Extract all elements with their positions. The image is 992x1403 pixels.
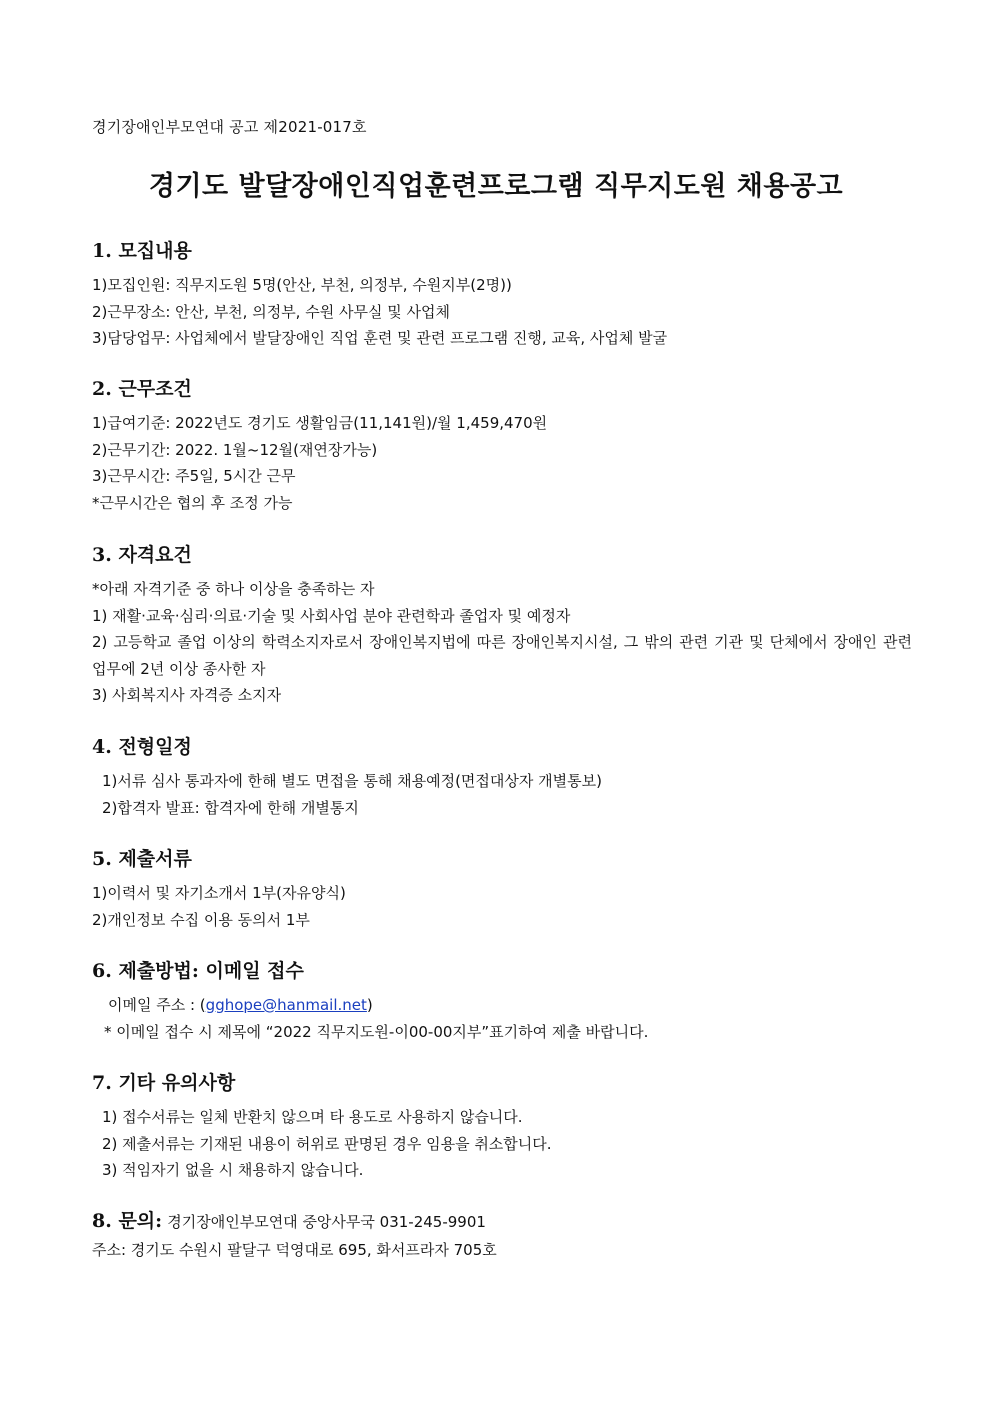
section-heading: 6. 제출방법: 이메일 접수 xyxy=(92,960,304,982)
section-submission xyxy=(92,956,912,1045)
email-link[interactable]: gghope@hanmail.net xyxy=(205,996,367,1014)
section-line: 3) 적임자기 없을 시 채용하지 않습니다. xyxy=(102,1161,364,1179)
section-line: 1)모집인원: 직무지도원 5명(안산, 부천, 의정부, 수원지부(2명)) xyxy=(92,276,512,294)
section-line: 2)근무기간: 2022. 1월~12월(재연장가능) xyxy=(92,440,378,459)
section-heading: 1. 모집내용 xyxy=(92,240,192,262)
contact-address: 주소: 경기도 수원시 팔달구 덕영대로 695, 화서프라자 705호 xyxy=(92,1241,497,1259)
section-schedule xyxy=(92,732,912,821)
section-line: *아래 자격기준 중 하나 이상을 충족하는 자 xyxy=(92,580,375,598)
section-line: 1)이력서 및 자기소개서 1부(자유양식) xyxy=(92,884,346,902)
section-work-conditions xyxy=(92,374,912,516)
email-close: ) xyxy=(366,996,373,1014)
section-heading: 3. 자격요건 xyxy=(92,544,192,566)
section-line: 1)급여기준: 2022년도 경기도 생활임금(11,141원)/월 1,459,470원 xyxy=(92,414,548,432)
section-line: 2)합격자 발표: 합격자에 한해 개별통지 xyxy=(102,798,359,817)
section-notes xyxy=(92,1068,912,1184)
section-line: 3) 사회복지사 자격증 소지자 xyxy=(92,686,282,704)
section-documents xyxy=(92,844,912,933)
section-line: 2) 제출서류는 기재된 내용이 허위로 판명된 경우 임용을 취소합니다. xyxy=(102,1134,552,1153)
section-line: 1) 재활·교육·심리·의료·기술 및 사회사업 분야 관련학과 졸업자 및 예정자 xyxy=(92,606,571,625)
section-line: 3)담당업무: 사업체에서 발달장애인 직업 훈련 및 관련 프로그램 진행, 교육, 사업체 발굴 xyxy=(92,329,668,347)
document-title: 경기도 발달장애인직업훈련프로그램 직무지도원 채용공고 xyxy=(148,171,844,202)
section-line: 1) 접수서류는 일체 반환치 않으며 타 용도로 사용하지 않습니다. xyxy=(102,1108,523,1126)
section-heading: 7. 기타 유의사항 xyxy=(92,1072,236,1094)
contact-text: 경기장애인부모연대 중앙사무국 031-245-9901 xyxy=(167,1213,486,1231)
email-line xyxy=(92,992,912,1019)
notice-number: 경기장애인부모연대 공고 제2021-017호 xyxy=(92,118,367,136)
section-line: 2)근무장소: 안산, 부천, 의정부, 수원 사무실 및 사업체 xyxy=(92,302,450,321)
email-label: 이메일 주소 : ( xyxy=(108,996,206,1014)
section-recruitment xyxy=(92,236,912,352)
contact-line xyxy=(92,1206,912,1237)
section-heading: 4. 전형일정 xyxy=(92,736,192,758)
section-line: *근무시간은 협의 후 조정 가능 xyxy=(92,493,293,512)
submission-note: * 이메일 접수 시 제목에 “2022 직무지도원-이00-00지부”표기하여 제출 바랍니다. xyxy=(104,1022,649,1041)
section-contact xyxy=(92,1206,912,1264)
section-line: 3)근무시간: 주5일, 5시간 근무 xyxy=(92,467,296,485)
section-line: 2) 고등학교 졸업 이상의 학력소지자로서 장애인복지법에 따른 장애인복지시설, 그 밖의 관련 기관 및 단체에서 장애인 관련 업무에 2년 이상 종사한 자 xyxy=(92,633,912,678)
section-qualifications xyxy=(92,540,912,709)
section-heading: 5. 제출서류 xyxy=(92,848,192,870)
section-line: 2)개인정보 수집 이용 동의서 1부 xyxy=(92,910,310,929)
section-heading: 2. 근무조건 xyxy=(92,378,192,400)
contact-heading: 8. 문의: xyxy=(92,1210,163,1232)
section-line: 1)서류 심사 통과자에 한해 별도 면접을 통해 채용예정(면접대상자 개별통보) xyxy=(102,772,602,790)
